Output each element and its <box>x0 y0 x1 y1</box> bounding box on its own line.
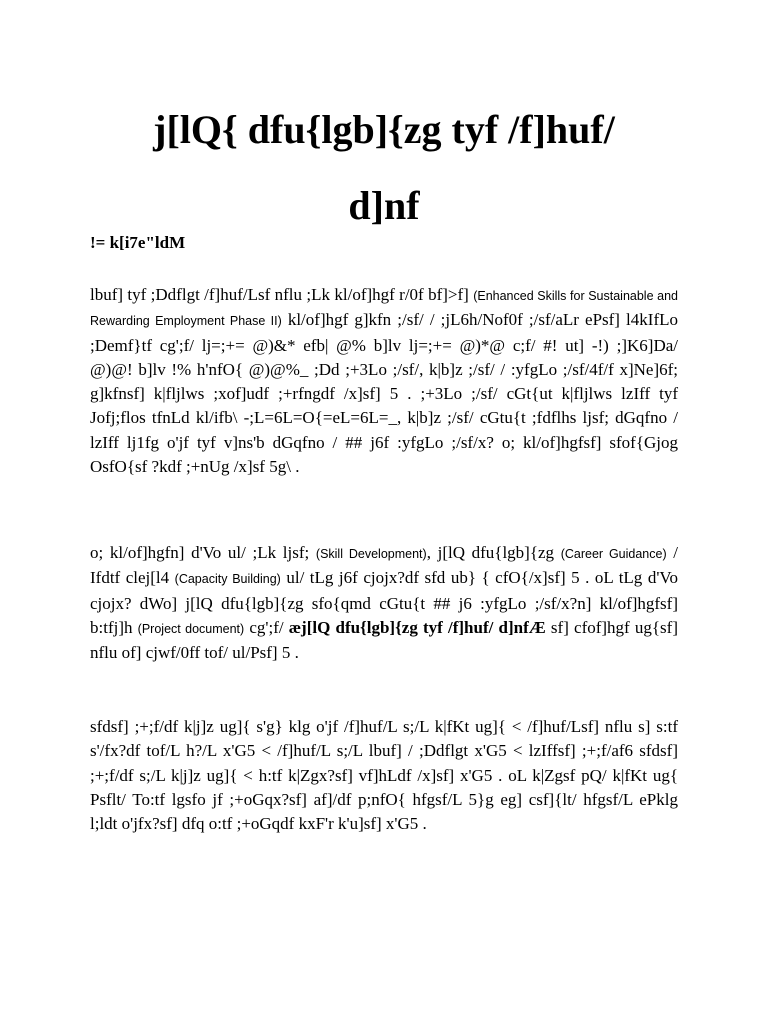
p2-english-term-2: (Career Guidance) <box>560 547 667 561</box>
p2-text-5: cg';f/ <box>244 617 289 637</box>
p2-text-6: sf] cfof]hgf ug{sf] nflu of] cjwf/0ff tof/ ul/Psf] 5 . <box>90 617 678 663</box>
p2-text-1: o; kl/of]hgfn] d'Vo ul/ ;Lk ljsf; <box>90 543 316 562</box>
p2-bold-title: æj[lQ dfu{lgb]{zg tyf /f]huf/ d]nfÆ <box>288 617 546 637</box>
p2-text-3: / Ifdtf clej[l4 <box>90 543 679 588</box>
p2-english-term-3: (Capacity Building) <box>174 572 281 587</box>
paragraph-3: sfdsf] ;+;f/df k|j]z ug]{ s'g} klg o'jf /f]huf/L s;/L k|fKt ug]{ < /f]huf/Lsf] nflu s] s:tf s'/fx?df tof/L h?/L x'G5 < /f]huf/L s;/L lbuf] / ;Ddflgt x'G5 < lzIffsf] ;+;f/af6 sfdsf] ;+;f/df s;/L k|j]z ug]{ < h:tf k|Zgx?sf] vf]hLdf /x]sf] x'G5 . oL k|Zgsf pQ/ k|fKt ug{ Psflt/ To:tf lgsfo jf ;+oGqx?sf] af]/df p;nfO{ hfgsf/L 5}g eg] csf]{lt/ hfgsf/L ePklg l;ldt o'jfx?sf] dfq o:tf ;+oGqdf kxF'r k'u]sf] x'G5 . <box>90 717 678 834</box>
paragraph-2 <box>90 541 678 665</box>
section-heading: != k[i7e"ldM <box>90 233 186 252</box>
title-line-2: d]nf <box>348 183 420 228</box>
title-line-1: j[lQ{ dfu{lgb]{zg tyf /f]huf/ <box>153 107 615 152</box>
p1-text-2: kl/of]hgf g]kfn ;/sf/ / ;jL6h/Nof0f ;/sf/aLr ePsf] l4kIfLo ;Demf}tf cg';f/ lj=;+= @)&* efb| @% b]lv lj=;+= @)*@ c;f/ #! ut] -!) ;]K6]Da/ @)@! b]lv !% h'nfO{ @)@%_ ;Dd ;+3Lo ;/sf/, k|b]z ;/sf/ / :yfgLo ;/sf/4f/f x]Ne]6f; g]kfnsf] k|fljlws ;xof]udf ;+rfngdf /x]sf] 5 . ;+3Lo ;/sf/ cGt{ut k|fljlws lzIff tyf Jofj;flos tfnLd kl/ifb\ -;L=6L=O{=eL=6L=_, k|b]z ;/sf/ cGtu{t ;fdflhs ljsf; dGqfno / lzIff lj1fg o'jf tyf v]ns'b dGqfno / ## j6f :yfgLo ;/sf/x? o; kl/of]hgfsf] sfof{Gjog OsfO{sf ?kdf ;+nUg /x]sf 5g\ . <box>90 310 678 477</box>
document-title <box>90 92 678 244</box>
p2-text-2: , j[lQ dfu{lgb]{zg <box>426 543 561 562</box>
p2-text-4: ul/ tLg j6f cjojx?df sfd ub} { cfO{/x]sf] 5 . oL tLg d'Vo cjojx? dWo] j[lQ dfu{lgb]{zg sfo{qmd cGtu{t ## j6 :yfgLo ;/sf/x?n] kl/of]hgfsf] b:tfj]h <box>90 568 678 637</box>
p1-text-1: lbuf] tyf ;Ddflgt /f]huf/Lsf nflu ;Lk kl/of]hgf r/0f bf]>f] <box>90 285 474 304</box>
p2-english-term-4: (Project document) <box>137 621 245 636</box>
p1-english-term: (Enhanced Skills for Sustainable and Rewarding Employment Phase II) <box>90 289 678 329</box>
paragraph-1 <box>90 283 678 479</box>
p2-english-term-1: (Skill Development) <box>315 547 427 561</box>
